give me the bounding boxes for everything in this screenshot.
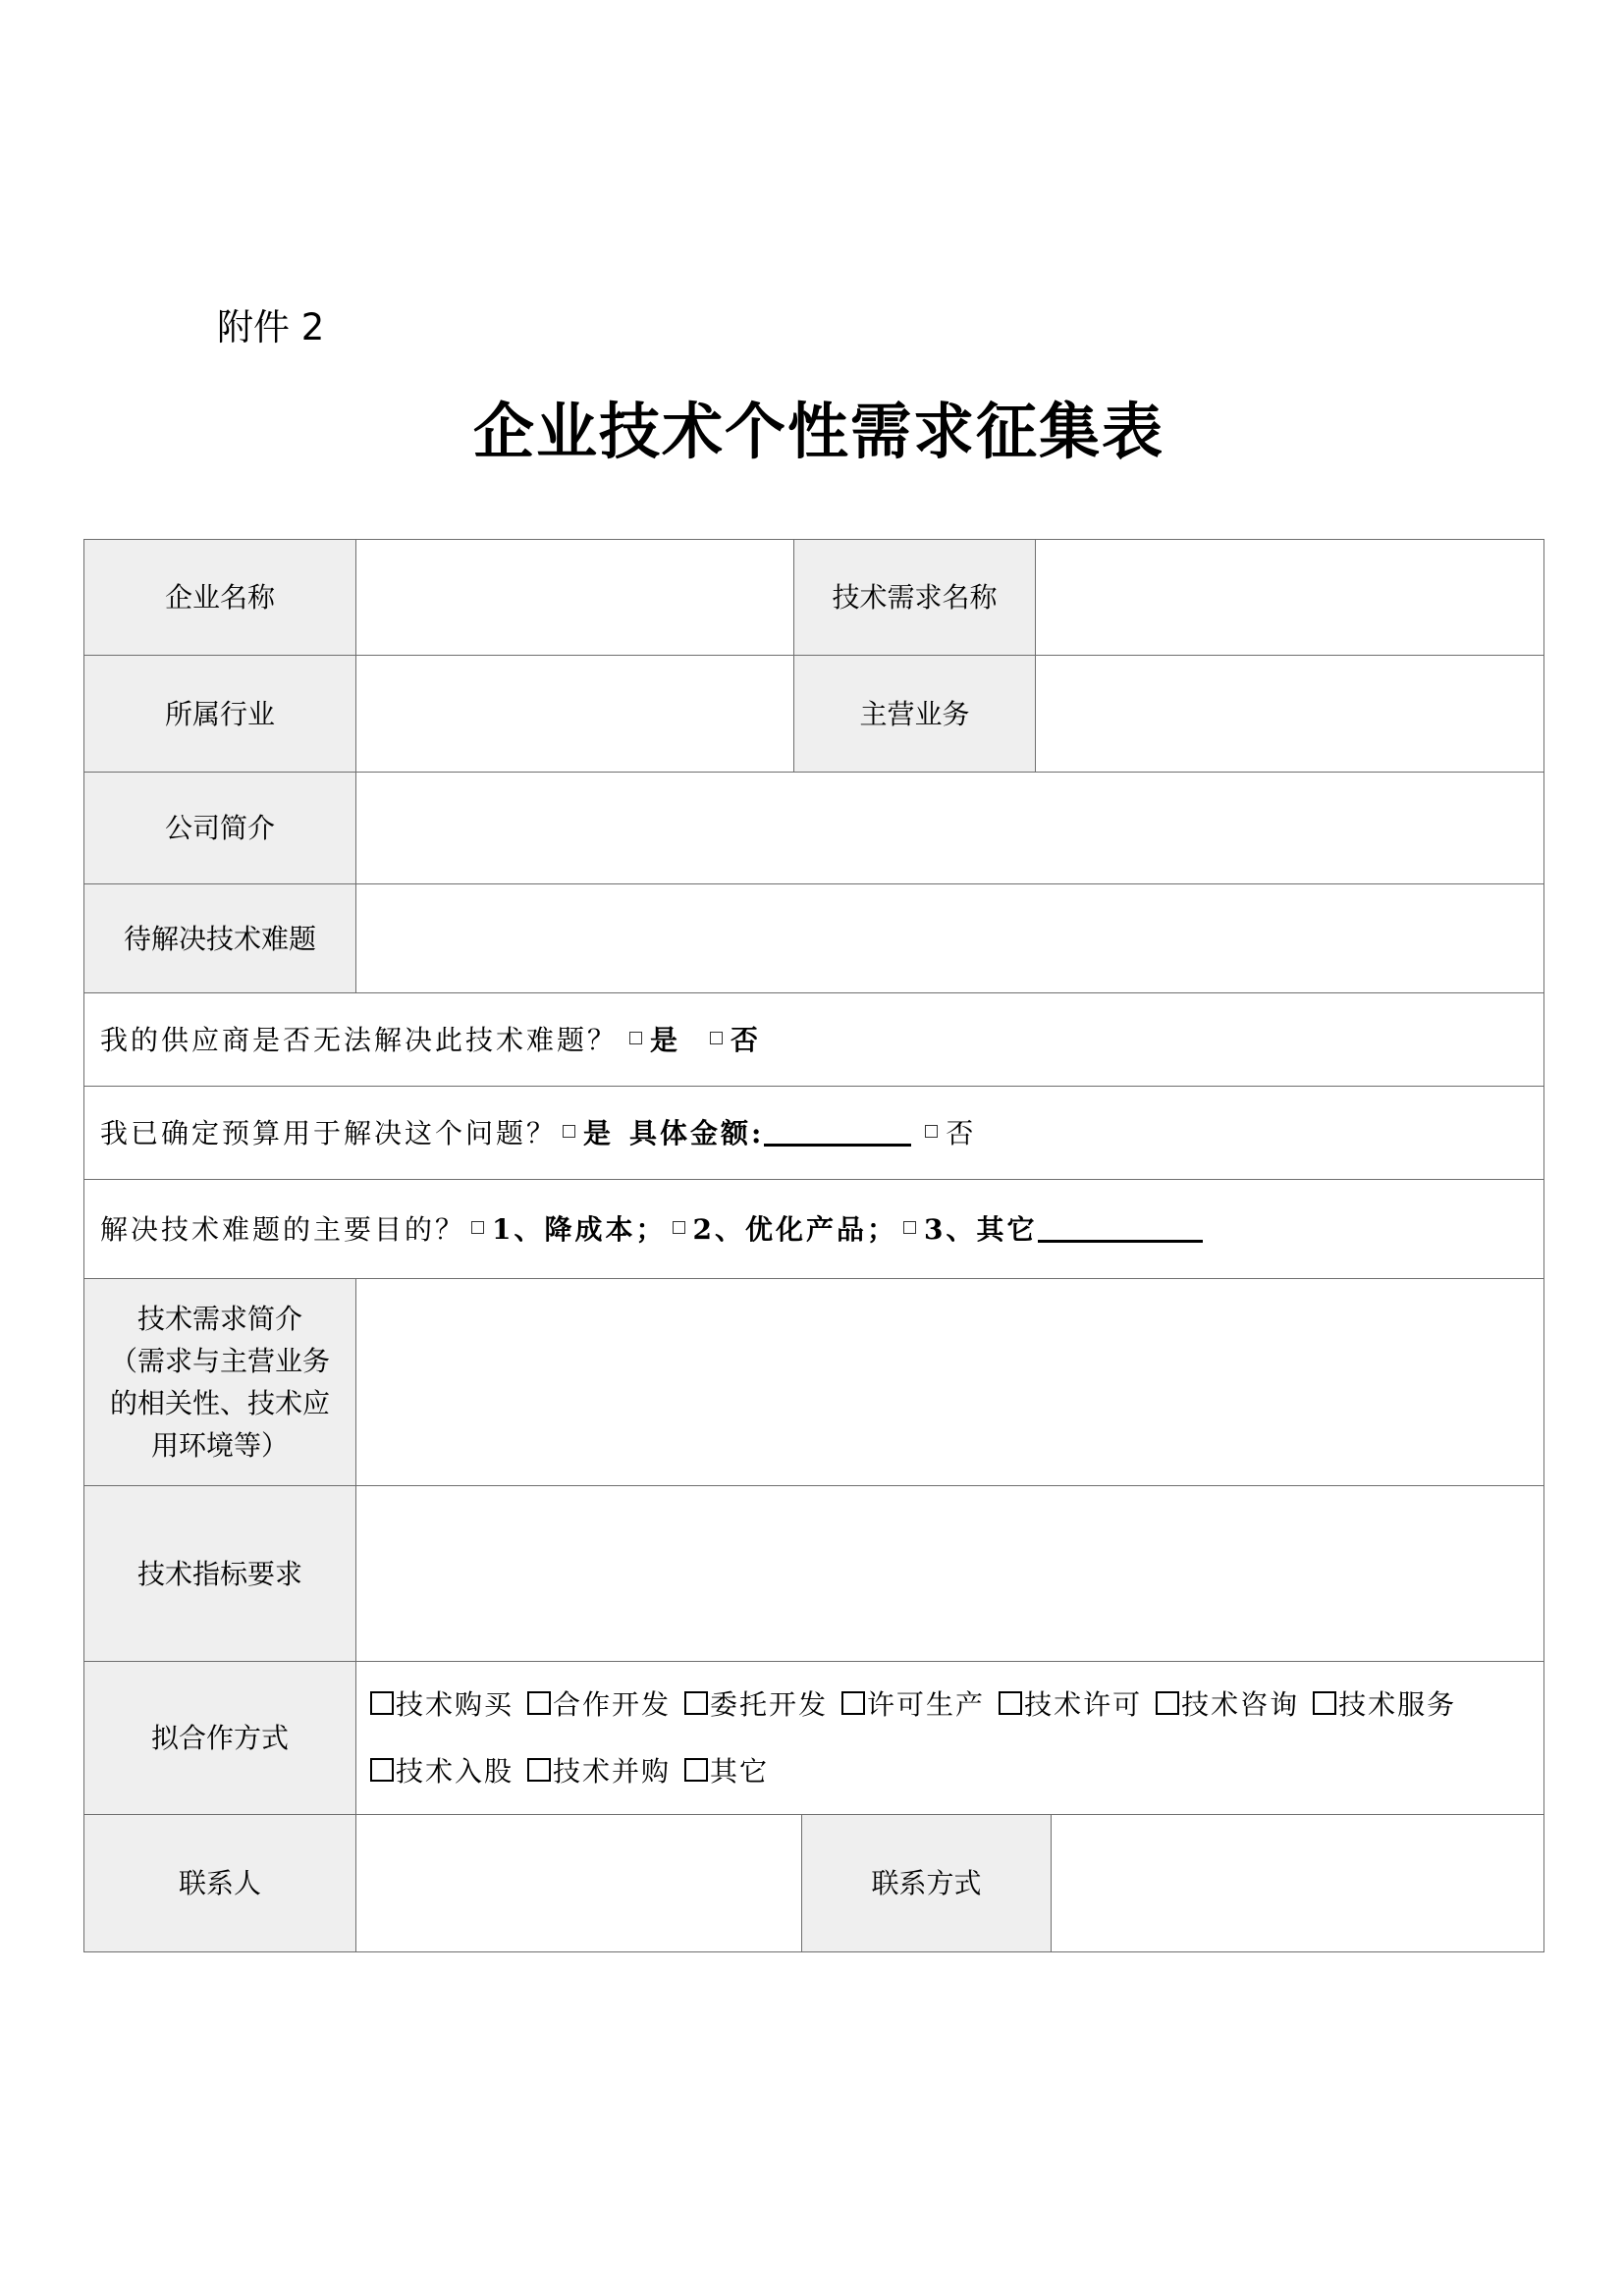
purpose-option3-checkbox[interactable]	[903, 1221, 916, 1234]
demand-intro-label-line-4: 用环境等）	[150, 1429, 289, 1462]
checkbox-icon[interactable]	[999, 1691, 1022, 1715]
checkbox-icon[interactable]	[841, 1691, 865, 1715]
cooperation-option-licensed-production[interactable]: 许可生产	[841, 1688, 985, 1721]
tech-demand-name-field[interactable]	[1035, 539, 1544, 656]
budget-amount-field[interactable]	[764, 1120, 911, 1147]
checkbox-icon[interactable]	[527, 1691, 551, 1715]
tech-indicators-label: 技术指标要求	[83, 1485, 356, 1662]
purpose-question-row	[83, 1179, 1544, 1279]
cooperation-option-tech-consulting[interactable]: 技术咨询	[1156, 1688, 1299, 1721]
budget-question-row	[83, 1086, 1544, 1180]
checkbox-icon[interactable]	[370, 1758, 394, 1782]
demand-intro-label-line-2: （需求与主营业务	[109, 1345, 330, 1377]
form-title: 企业技术个性需求征集表	[472, 396, 1164, 467]
company-name-field[interactable]	[355, 539, 794, 656]
company-intro-field[interactable]	[355, 772, 1544, 884]
main-business-field[interactable]	[1035, 655, 1544, 773]
purpose-option2-label: 优化产品；	[745, 1212, 898, 1246]
company-name-label: 企业名称	[83, 539, 356, 656]
supplier-yes-checkbox[interactable]	[629, 1032, 642, 1044]
cooperation-option-tech-license[interactable]: 技术许可	[999, 1688, 1142, 1721]
purpose-option2-number: 2、	[692, 1212, 745, 1246]
cooperation-label: 拟合作方式	[83, 1661, 356, 1815]
tech-problem-field[interactable]	[355, 883, 1544, 993]
budget-no-label: 否	[946, 1116, 977, 1149]
supplier-no-label: 否	[731, 1023, 762, 1056]
checkbox-icon[interactable]	[684, 1691, 708, 1715]
cooperation-option-other[interactable]: 其它	[684, 1755, 769, 1788]
demand-intro-field[interactable]	[355, 1278, 1544, 1486]
checkbox-icon[interactable]	[527, 1758, 551, 1782]
checkbox-icon[interactable]	[370, 1691, 394, 1715]
contact-info-label: 联系方式	[801, 1814, 1052, 1952]
purpose-option2-checkbox[interactable]	[673, 1221, 685, 1234]
cooperation-option-joint-development[interactable]: 合作开发	[527, 1688, 671, 1721]
tech-indicators-field[interactable]	[355, 1485, 1544, 1662]
checkbox-icon[interactable]	[1156, 1691, 1179, 1715]
checkbox-icon[interactable]	[1313, 1691, 1336, 1715]
supplier-question-row	[83, 992, 1544, 1087]
demand-intro-label-line-3: 的相关性、技术应	[109, 1387, 330, 1419]
cooperation-option-commissioned-development[interactable]: 委托开发	[684, 1688, 828, 1721]
industry-field[interactable]	[355, 655, 794, 773]
budget-amount-label: 具体金额:	[629, 1116, 765, 1149]
purpose-option3-number: 3、	[924, 1212, 977, 1246]
cooperation-option-tech-purchase[interactable]: 技术购买	[370, 1688, 514, 1721]
checkbox-icon[interactable]	[684, 1758, 708, 1782]
industry-label: 所属行业	[83, 655, 356, 773]
purpose-option1-checkbox[interactable]	[471, 1221, 484, 1234]
contact-person-field[interactable]	[355, 1814, 802, 1952]
budget-question-text: 我已确定预算用于解决这个问题？	[100, 1116, 558, 1149]
demand-intro-label-line-1: 技术需求简介	[136, 1303, 302, 1335]
cooperation-option-tech-equity[interactable]: 技术入股	[370, 1755, 514, 1788]
tech-problem-label: 待解决技术难题	[83, 883, 356, 993]
purpose-question-text: 解决技术难题的主要目的？	[100, 1212, 466, 1246]
cooperation-option-tech-service[interactable]: 技术服务	[1313, 1688, 1456, 1721]
purpose-option3-label: 其它	[976, 1212, 1038, 1246]
supplier-no-checkbox[interactable]	[710, 1032, 723, 1044]
purpose-option1-number: 1、	[492, 1212, 545, 1246]
purpose-option1-label: 降成本；	[544, 1212, 667, 1246]
attachment-label: 附件 2	[217, 306, 325, 348]
budget-yes-checkbox[interactable]	[563, 1125, 575, 1138]
budget-yes-label: 是	[583, 1116, 615, 1149]
company-intro-label: 公司简介	[83, 772, 356, 884]
cooperation-option-tech-acquisition[interactable]: 技术并购	[527, 1755, 671, 1788]
supplier-yes-label: 是	[650, 1023, 681, 1056]
purpose-other-field[interactable]	[1038, 1216, 1203, 1243]
contact-person-label: 联系人	[83, 1814, 356, 1952]
supplier-question-text: 我的供应商是否无法解决此技术难题？	[100, 1023, 619, 1056]
main-business-label: 主营业务	[793, 655, 1036, 773]
budget-no-checkbox[interactable]	[925, 1125, 938, 1138]
tech-demand-name-label: 技术需求名称	[793, 539, 1036, 656]
contact-info-field[interactable]	[1051, 1814, 1544, 1952]
demand-intro-label	[83, 1278, 356, 1486]
cooperation-options	[355, 1661, 1544, 1815]
